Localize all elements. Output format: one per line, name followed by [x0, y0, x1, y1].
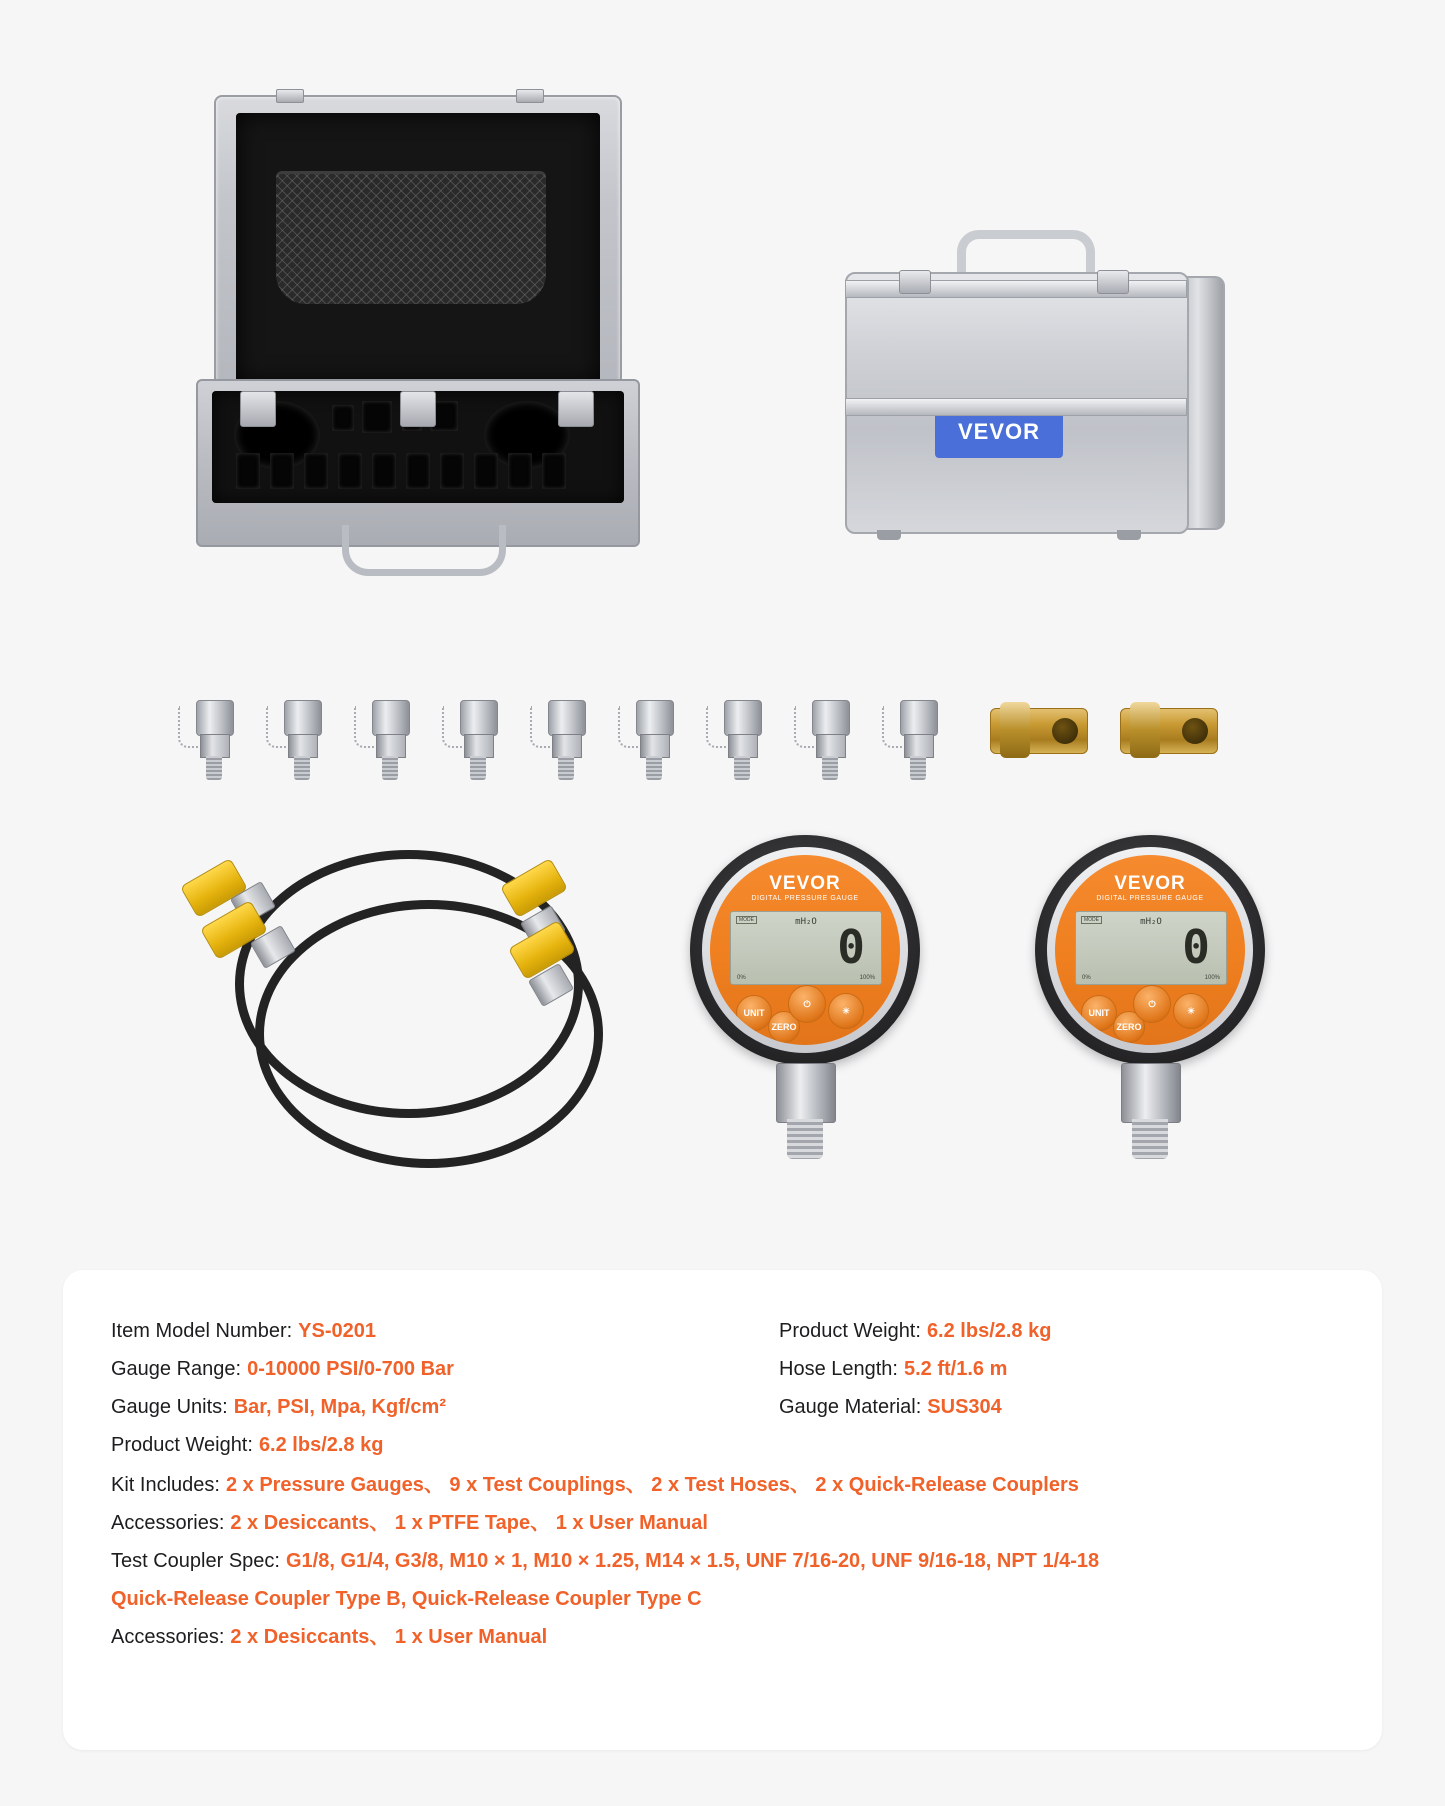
gauge-hex-stem [1121, 1063, 1181, 1123]
spec-label: Product Weight: [779, 1320, 921, 1342]
foam-slot [372, 453, 396, 489]
spec-row [111, 1426, 731, 1464]
foam-slot [542, 453, 566, 489]
gauge-threaded-port [787, 1119, 823, 1159]
spec-label: Product Weight: [111, 1434, 253, 1456]
coupling-head [548, 700, 586, 736]
gauge-hex-stem [776, 1063, 836, 1123]
closed-case-edge-mid [845, 398, 1187, 416]
brand-plate-label: VEVOR [957, 419, 1041, 444]
coupling-head [372, 700, 410, 736]
coupling-chain-icon [354, 706, 374, 748]
coupling-hex [816, 734, 846, 758]
test-coupling [718, 690, 766, 786]
lid-clasp-left-icon [276, 89, 304, 103]
coupling-chain-icon [706, 706, 726, 748]
coupling-thread [822, 756, 838, 780]
digital-pressure-gauge-1 [690, 835, 920, 1185]
test-coupling [454, 690, 502, 786]
lcd-scale-high: 100% [1204, 975, 1220, 981]
coupler-port [1182, 718, 1208, 744]
foam-slot [332, 405, 354, 431]
gauge-zero-button[interactable]: ZERO [768, 1011, 800, 1043]
spec-label: Gauge Material: [779, 1396, 922, 1418]
lcd-value: 0 [1182, 920, 1210, 974]
coupling-hex [552, 734, 582, 758]
quick-release-coupler-type-b [990, 696, 1086, 768]
spec-row [779, 1388, 1379, 1426]
gauge-lcd-display [1075, 911, 1227, 985]
lcd-unit-label: mH₂O [1140, 917, 1162, 927]
test-coupling [894, 690, 942, 786]
spec-value: G1/8, G1/4, G3/8, M10 × 1, M10 × 1.25, M14 × 1.5, UNF 7/16-20, UNF 9/16-18, NPT 1/4-18 [285, 1550, 1100, 1572]
coupler-ring [1000, 702, 1030, 758]
coupling-chain-icon [882, 706, 902, 748]
coupling-thread [558, 756, 574, 780]
gauge-zero-button[interactable]: ZERO [1113, 1011, 1145, 1043]
coupling-hex [904, 734, 934, 758]
test-coupling [278, 690, 326, 786]
lcd-value: 0 [837, 920, 865, 974]
gauge-brand-label: VEVOR [1114, 873, 1186, 894]
test-coupling [190, 690, 238, 786]
gauge-brand-label: VEVOR [769, 873, 841, 894]
spec-label: Hose Length: [779, 1358, 898, 1380]
spec-value: 0-10000 PSI/0-700 Bar [247, 1358, 454, 1380]
lcd-mode-tag: MODE [736, 916, 757, 924]
spec-value: 5.2 ft/1.6 m [903, 1358, 1008, 1380]
spec-value: Bar, PSI, Mpa, Kgf/cm² [233, 1396, 446, 1418]
gauge-subtitle-label: DIGITAL PRESSURE GAUGE [1096, 895, 1204, 902]
coupling-head [900, 700, 938, 736]
closed-case-edge-top [845, 280, 1187, 298]
coupling-head [724, 700, 762, 736]
coupling-head [812, 700, 850, 736]
coupling-hex [376, 734, 406, 758]
open-carrying-case [196, 95, 636, 575]
coupling-hex [728, 734, 758, 758]
lcd-unit-label: mH₂O [795, 917, 817, 927]
spec-value: 6.2 lbs/2.8 kg [926, 1320, 1052, 1342]
gauge-power-button[interactable]: ⏻ [1133, 985, 1171, 1023]
coupler-ring [1130, 702, 1160, 758]
coupling-hex [464, 734, 494, 758]
test-coupling [542, 690, 590, 786]
case-handle [342, 525, 506, 576]
spec-value: 2 x Desiccants、 1 x User Manual [230, 1626, 548, 1648]
specifications-content [111, 1312, 1342, 1656]
spec-row [111, 1542, 1342, 1580]
foam-slot [474, 453, 498, 489]
spec-wide-rows [111, 1466, 1342, 1656]
case-latch-left [240, 391, 276, 427]
coupling-chain-icon [530, 706, 550, 748]
spec-row [111, 1618, 1342, 1656]
gauge-subtitle-label: DIGITAL PRESSURE GAUGE [751, 895, 859, 902]
spec-label: Accessories: [111, 1512, 225, 1534]
spec-column-right [779, 1312, 1379, 1426]
spec-row [111, 1312, 731, 1350]
coupling-chain-icon [178, 706, 198, 748]
case-foot-right [1117, 530, 1141, 540]
coupling-chain-icon [618, 706, 638, 748]
lcd-scale-low: 0% [737, 975, 746, 981]
spec-value: YS-0201 [298, 1320, 377, 1342]
coupling-hex [288, 734, 318, 758]
coupling-head [284, 700, 322, 736]
gauge-face [1055, 855, 1245, 1045]
closed-case-lock-right [1097, 270, 1129, 294]
spec-row [111, 1466, 1342, 1504]
coupling-head [460, 700, 498, 736]
foam-slot [236, 453, 260, 489]
coupler-port [1052, 718, 1078, 744]
coupling-thread [470, 756, 486, 780]
foam-slot [270, 453, 294, 489]
gauge-lcd-display [730, 911, 882, 985]
foam-slot [338, 453, 362, 489]
lcd-mode-tag: MODE [1081, 916, 1102, 924]
foam-slot [304, 453, 328, 489]
case-latch-middle [400, 391, 436, 427]
spec-column-left [111, 1312, 731, 1464]
spec-label: Gauge Units: [111, 1396, 228, 1418]
case-latch-right [558, 391, 594, 427]
coupling-chain-icon [794, 706, 814, 748]
coupling-thread [294, 756, 310, 780]
closed-case-lock-left [899, 270, 931, 294]
lid-clasp-right-icon [516, 89, 544, 103]
spec-continuation-line: Quick-Release Coupler Type B, Quick-Release Coupler Type C [111, 1588, 702, 1610]
case-lid-lining [236, 113, 600, 383]
specifications-card [63, 1270, 1382, 1750]
coupling-thread [206, 756, 222, 780]
gauge-power-button[interactable]: ⏻ [788, 985, 826, 1023]
test-coupling [366, 690, 414, 786]
quick-release-coupler-type-c [1120, 696, 1216, 768]
coupling-head [636, 700, 674, 736]
closed-carrying-case [845, 230, 1225, 550]
spec-label: Kit Includes: [111, 1474, 220, 1496]
gauge-unit-button[interactable]: UNIT [736, 995, 772, 1031]
case-foot-left [877, 530, 901, 540]
coupling-thread [382, 756, 398, 780]
coupling-chain-icon [442, 706, 462, 748]
test-couplings-row [190, 690, 1250, 800]
gauge-unit-button[interactable]: UNIT [1081, 995, 1117, 1031]
mesh-pocket [276, 171, 546, 304]
foam-slot [406, 453, 430, 489]
spec-label: Accessories: [111, 1626, 225, 1648]
coupling-thread [910, 756, 926, 780]
gauge-backlight-button[interactable]: ☀ [1173, 993, 1209, 1029]
gauge-face [710, 855, 900, 1045]
coupling-hex [200, 734, 230, 758]
coupling-thread [646, 756, 662, 780]
spec-value: 2 x Pressure Gauges、 9 x Test Couplings、 2 x Test Hoses、 2 x Quick-Release Couplers [225, 1474, 1079, 1496]
foam-slot [440, 453, 464, 489]
coupling-thread [734, 756, 750, 780]
lcd-scale-low: 0% [1082, 975, 1091, 981]
test-coupling [806, 690, 854, 786]
gauge-backlight-button[interactable]: ☀ [828, 993, 864, 1029]
digital-pressure-gauge-2 [1035, 835, 1265, 1185]
spec-row [111, 1350, 731, 1388]
coupling-head [196, 700, 234, 736]
foam-slot [362, 401, 392, 433]
spec-row [779, 1312, 1379, 1350]
spec-columns [111, 1312, 1342, 1464]
test-coupling [630, 690, 678, 786]
spec-label: Gauge Range: [111, 1358, 242, 1380]
spec-label: Test Coupler Spec: [111, 1550, 280, 1572]
spec-row [111, 1388, 731, 1426]
spec-row [779, 1350, 1379, 1388]
gauge-threaded-port [1132, 1119, 1168, 1159]
spec-value: 6.2 lbs/2.8 kg [258, 1434, 384, 1456]
lcd-scale-high: 100% [859, 975, 875, 981]
spec-value: SUS304 [927, 1396, 1002, 1418]
case-lid [214, 95, 622, 399]
coupling-chain-icon [266, 706, 286, 748]
coupling-hex [640, 734, 670, 758]
spec-row [111, 1504, 1342, 1542]
spec-value: 2 x Desiccants、 1 x PTFE Tape、 1 x User Manual [230, 1512, 708, 1534]
foam-slot [508, 453, 532, 489]
spec-label: Item Model Number: [111, 1320, 293, 1342]
test-hoses [195, 840, 635, 1220]
